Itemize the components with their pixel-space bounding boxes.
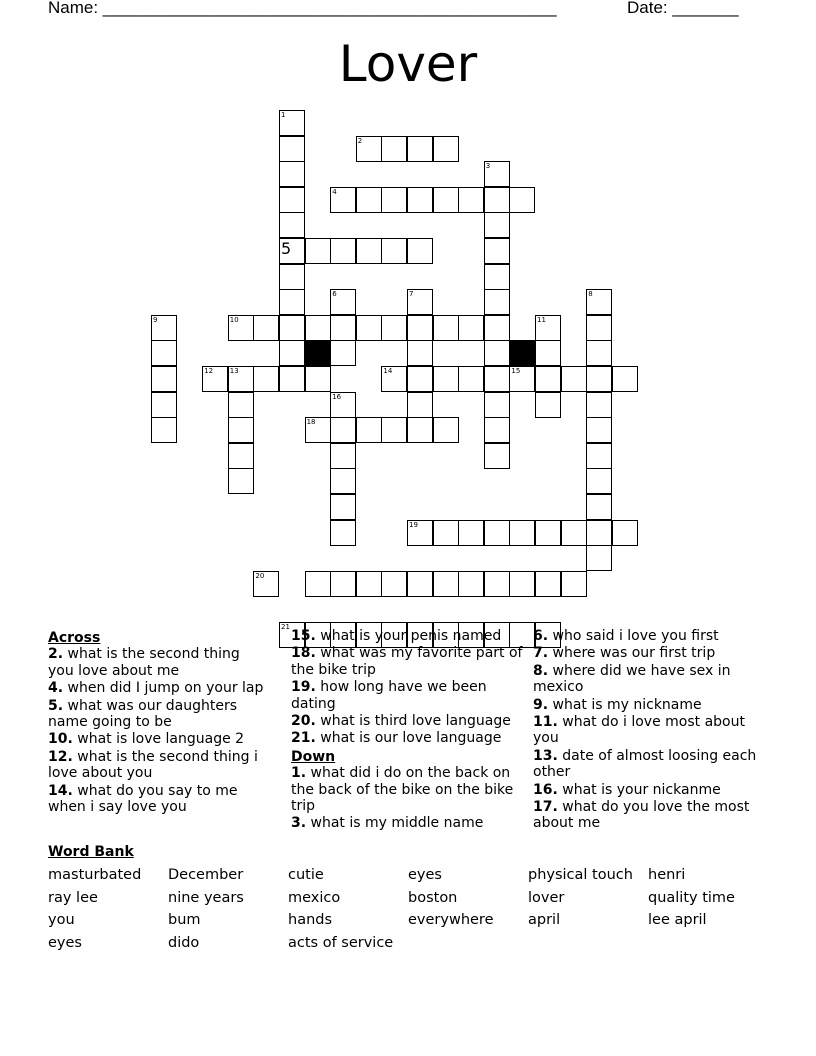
grid-cell[interactable]: [407, 366, 433, 392]
clue-text: who said i love you first: [548, 628, 719, 644]
grid-cell[interactable]: [330, 340, 356, 366]
grid-cell[interactable]: [279, 187, 305, 213]
clue-item: [291, 815, 523, 831]
clue-number: 7: [409, 290, 414, 299]
grid-cell[interactable]: [356, 417, 382, 443]
clue-text: what is my middle name: [306, 815, 484, 832]
clue-number: 18.: [291, 645, 316, 662]
clue-number: 13: [229, 367, 239, 375]
grid-cell[interactable]: [433, 417, 459, 443]
grid-cell[interactable]: [279, 110, 305, 136]
down-heading: Down: [291, 748, 336, 765]
clue-number: 21: [281, 623, 290, 631]
clue-number: 17.: [533, 799, 558, 816]
grid-cell[interactable]: [586, 545, 612, 571]
grid-cell[interactable]: [279, 366, 305, 392]
clue-item: [533, 663, 769, 696]
clue-text: what is our love language: [315, 730, 502, 747]
grid-cell[interactable]: [381, 417, 407, 443]
clue-number: 10.: [48, 731, 73, 748]
word-bank-word: quality time: [648, 889, 735, 906]
grid-cell[interactable]: [484, 366, 510, 392]
grid-cell[interactable]: [407, 392, 433, 418]
word-bank-word: December: [168, 867, 244, 883]
word-bank-word: bum: [168, 912, 201, 929]
grid-cell[interactable]: [407, 520, 433, 546]
clue-number: 1.: [291, 765, 307, 782]
grid-cell[interactable]: [151, 366, 177, 392]
grid-cell[interactable]: [228, 366, 254, 392]
word-bank-word: april: [528, 912, 561, 929]
grid-cell[interactable]: [381, 366, 407, 392]
grid-cell[interactable]: [279, 264, 305, 290]
grid-cell[interactable]: [612, 366, 638, 392]
black-cell: [305, 340, 331, 366]
clue-number: 8: [588, 290, 593, 299]
grid-cell[interactable]: [279, 315, 305, 341]
clue-item: [48, 731, 268, 747]
grid-cell[interactable]: [612, 520, 638, 546]
grid-cell[interactable]: [381, 315, 407, 341]
page-title: Lover: [338, 35, 478, 93]
grid-cell[interactable]: [330, 443, 356, 469]
clue-number: 16: [332, 392, 342, 401]
grid-cell[interactable]: [151, 340, 177, 366]
grid-cell[interactable]: [305, 238, 331, 264]
grid-cell[interactable]: [484, 340, 510, 366]
grid-cell[interactable]: [381, 136, 407, 162]
grid-cell[interactable]: [279, 136, 305, 162]
clue-number: 11.: [533, 714, 558, 731]
clue-number: 2: [357, 136, 363, 145]
grid-cell[interactable]: [586, 443, 612, 469]
grid-cell[interactable]: [484, 417, 510, 443]
grid-cell[interactable]: [433, 520, 459, 546]
clue-number: 5.: [48, 697, 64, 714]
grid-cell[interactable]: [407, 315, 433, 341]
grid-cell[interactable]: [330, 468, 356, 494]
clues-column-2: [291, 628, 523, 833]
grid-cell[interactable]: [561, 366, 587, 392]
clue-number: 15: [511, 367, 521, 375]
clue-number: 10: [229, 315, 239, 324]
grid-cell[interactable]: [330, 238, 356, 264]
clue-number: 19: [409, 520, 418, 529]
word-bank-word: boston: [408, 889, 458, 906]
clue-number: 9.: [533, 696, 549, 713]
clue-item: [48, 749, 268, 782]
grid-cell[interactable]: [458, 366, 484, 392]
clue-number: 16.: [533, 781, 558, 798]
clue-text: what did i do on the back on the back of the bike on the bike trip: [291, 765, 514, 815]
clue-text: when did I jump on your lap: [63, 680, 264, 697]
word-bank-word: masturbated: [48, 867, 142, 883]
clue-item: [533, 748, 769, 781]
clue-text: what was our daughters name going to be: [48, 697, 238, 731]
grid-cell[interactable]: [407, 289, 433, 315]
grid-cell[interactable]: [433, 366, 459, 392]
grid-cell[interactable]: [586, 392, 612, 418]
clues-column-1: [48, 628, 268, 816]
clue-text: what was my favorite part of the bike trip: [291, 645, 523, 678]
grid-cell[interactable]: [509, 571, 535, 597]
grid-cell[interactable]: [253, 315, 279, 341]
grid-cell[interactable]: [535, 340, 561, 366]
clues-column-3: [533, 628, 769, 833]
grid-cell[interactable]: [586, 289, 612, 315]
clue-number: 5: [281, 239, 292, 258]
word-bank-word: cutie: [288, 867, 324, 883]
grid-cell[interactable]: [305, 417, 331, 443]
clue-number: 8.: [533, 662, 549, 679]
grid-cell[interactable]: [381, 187, 407, 213]
grid-cell[interactable]: [484, 392, 510, 418]
word-bank-word: henri: [648, 867, 686, 883]
clue-text: how long have we been dating: [291, 679, 487, 712]
grid-cell[interactable]: [586, 366, 612, 392]
grid-cell[interactable]: [561, 520, 587, 546]
clue-item: [291, 730, 523, 746]
grid-cell[interactable]: [330, 392, 356, 418]
clue-item: [48, 680, 268, 696]
clue-text: what is your nickanme: [557, 781, 721, 798]
word-bank-word: ray lee: [48, 889, 98, 906]
clue-number: 2.: [48, 646, 64, 663]
grid-cell[interactable]: [535, 315, 561, 341]
clue-item: [291, 628, 523, 644]
clue-text: what do i love most about you: [533, 714, 745, 747]
word-bank-word: hands: [288, 912, 333, 929]
clue-number: 1: [281, 111, 286, 119]
grid-cell[interactable]: [433, 571, 459, 597]
grid-cell[interactable]: [586, 315, 612, 341]
black-cell: [509, 340, 535, 366]
grid-cell[interactable]: [586, 520, 612, 546]
down-clue-list-continued: [533, 628, 769, 832]
clue-text: what is the second thing i love about you: [48, 748, 258, 782]
grid-cell[interactable]: [228, 315, 254, 341]
clue-number: 13.: [533, 747, 558, 764]
clue-number: 11: [537, 315, 546, 324]
clue-text: where was our first trip: [548, 645, 716, 662]
grid-cell[interactable]: [151, 392, 177, 418]
clue-text: what is my nickname: [548, 696, 702, 713]
clue-number: 12.: [48, 748, 73, 765]
clue-item: [533, 782, 769, 798]
across-clue-list: [48, 646, 268, 815]
grid-cell[interactable]: [458, 315, 484, 341]
grid-cell[interactable]: [305, 571, 331, 597]
clue-item: [48, 783, 268, 816]
date-field[interactable]: Date: _______: [627, 0, 739, 17]
grid-cell[interactable]: [253, 366, 279, 392]
clue-number: 14.: [48, 782, 73, 799]
clue-text: what is your penis named: [315, 628, 502, 644]
clue-item: [48, 646, 268, 679]
clue-text: what do you say to me when i say love you: [48, 782, 238, 816]
grid-cell[interactable]: [484, 520, 510, 546]
clue-text: what is love language 2: [72, 731, 245, 748]
clue-number: 7.: [533, 645, 549, 662]
grid-cell[interactable]: [484, 238, 510, 264]
grid-cell[interactable]: [330, 289, 356, 315]
grid-cell[interactable]: [509, 187, 535, 213]
grid-cell[interactable]: [586, 417, 612, 443]
grid-cell[interactable]: [407, 340, 433, 366]
clue-number: 4.: [48, 680, 64, 697]
grid-cell[interactable]: [381, 238, 407, 264]
across-heading: Across: [48, 630, 101, 646]
clue-item: [533, 628, 769, 644]
grid-cell[interactable]: [484, 443, 510, 469]
clue-text: what is third love language: [315, 713, 511, 730]
grid-cell[interactable]: [535, 571, 561, 597]
clue-number: 3: [485, 162, 491, 171]
clue-number: 4: [332, 187, 337, 196]
grid-cell[interactable]: [535, 366, 561, 392]
clue-number: 21.: [291, 730, 316, 747]
clue-item: [48, 698, 268, 731]
across-clue-list-continued: [291, 628, 523, 747]
word-bank-word: physical touch: [528, 867, 633, 883]
word-bank-word: lover: [528, 889, 565, 906]
grid-cell[interactable]: [330, 315, 356, 341]
word-bank-word: nine years: [168, 889, 244, 906]
clue-number: 19.: [291, 679, 316, 696]
word-bank-word: everywhere: [408, 912, 494, 929]
clue-item: [533, 697, 769, 713]
grid-cell[interactable]: [356, 571, 382, 597]
grid-cell[interactable]: [535, 520, 561, 546]
clue-item: [291, 679, 523, 712]
word-bank-word: eyes: [48, 935, 82, 952]
clue-number: 3.: [291, 815, 307, 832]
clue-text: what is the second thing you love about me: [48, 646, 240, 679]
grid-cell[interactable]: [330, 571, 356, 597]
word-bank-word: acts of service: [288, 935, 394, 952]
grid-cell[interactable]: [407, 571, 433, 597]
clue-number: 20.: [291, 713, 316, 730]
clue-number: 6: [332, 290, 337, 299]
grid-cell[interactable]: [407, 417, 433, 443]
grid-cell[interactable]: [509, 520, 535, 546]
grid-cell[interactable]: [279, 289, 305, 315]
grid-cell[interactable]: [356, 315, 382, 341]
clue-number: 15.: [291, 628, 316, 644]
grid-cell[interactable]: [535, 392, 561, 418]
grid-cell[interactable]: [228, 392, 254, 418]
clue-number: 20: [255, 571, 265, 580]
clue-item: [291, 713, 523, 729]
grid-cell[interactable]: [433, 187, 459, 213]
grid-cell[interactable]: [228, 468, 254, 494]
grid-cell[interactable]: [381, 571, 407, 597]
grid-cell[interactable]: [330, 417, 356, 443]
grid-cell[interactable]: [330, 187, 356, 213]
grid-cell[interactable]: [330, 520, 356, 546]
grid-cell[interactable]: [586, 468, 612, 494]
grid-cell[interactable]: [279, 161, 305, 187]
grid-cell[interactable]: [484, 315, 510, 341]
grid-cell[interactable]: [305, 315, 331, 341]
grid-cell[interactable]: [407, 136, 433, 162]
grid-cell[interactable]: [356, 136, 382, 162]
grid-cell[interactable]: [279, 212, 305, 238]
grid-cell[interactable]: [484, 187, 510, 213]
clue-number: 14: [383, 367, 393, 375]
grid-cell[interactable]: [253, 571, 279, 597]
grid-cell[interactable]: [484, 161, 510, 187]
grid-cell[interactable]: [228, 443, 254, 469]
word-bank-word: mexico: [288, 889, 341, 906]
grid-cell[interactable]: [356, 238, 382, 264]
down-clue-list: [291, 765, 523, 832]
grid-cell[interactable]: [561, 571, 587, 597]
grid-cell[interactable]: [484, 212, 510, 238]
grid-cell[interactable]: [330, 494, 356, 520]
grid-cell[interactable]: [356, 187, 382, 213]
clue-item: [533, 799, 769, 832]
word-bank-word: eyes: [408, 867, 442, 883]
grid-cell[interactable]: [151, 417, 177, 443]
clue-number: 18: [306, 418, 316, 427]
grid-cell[interactable]: [458, 520, 484, 546]
grid-cell[interactable]: [458, 571, 484, 597]
grid-cell[interactable]: [151, 315, 177, 341]
name-field[interactable]: Name: ________________________________________________: [48, 0, 557, 17]
clue-text: date of almost loosing each other: [533, 747, 757, 781]
grid-cell[interactable]: [484, 571, 510, 597]
word-bank-word: you: [48, 912, 75, 929]
grid-cell[interactable]: [228, 417, 254, 443]
clue-text: where did we have sex in mexico: [533, 662, 731, 696]
grid-cell[interactable]: [586, 340, 612, 366]
grid-cell[interactable]: [433, 136, 459, 162]
clue-item: [291, 645, 523, 678]
grid-cell[interactable]: [509, 366, 535, 392]
grid-cell[interactable]: [484, 289, 510, 315]
clue-item: [291, 765, 523, 814]
clue-item: [533, 714, 769, 747]
grid-cell[interactable]: [458, 187, 484, 213]
grid-cell[interactable]: [305, 366, 331, 392]
grid-cell[interactable]: [202, 366, 228, 392]
grid-cell[interactable]: [433, 315, 459, 341]
grid-cell[interactable]: [586, 494, 612, 520]
grid-cell[interactable]: [407, 238, 433, 264]
word-bank-word: lee april: [648, 912, 707, 929]
clue-item: [533, 645, 769, 661]
clue-number: 9: [153, 315, 158, 324]
word-bank-title: Word Bank: [48, 844, 134, 860]
clue-number: 12: [204, 367, 214, 375]
grid-cell[interactable]: [407, 187, 433, 213]
grid-cell[interactable]: [484, 264, 510, 290]
grid-cell[interactable]: [279, 340, 305, 366]
word-bank-word: dido: [168, 935, 200, 952]
clue-text: what do you love the most about me: [533, 799, 750, 832]
clue-number: 6.: [533, 628, 549, 644]
